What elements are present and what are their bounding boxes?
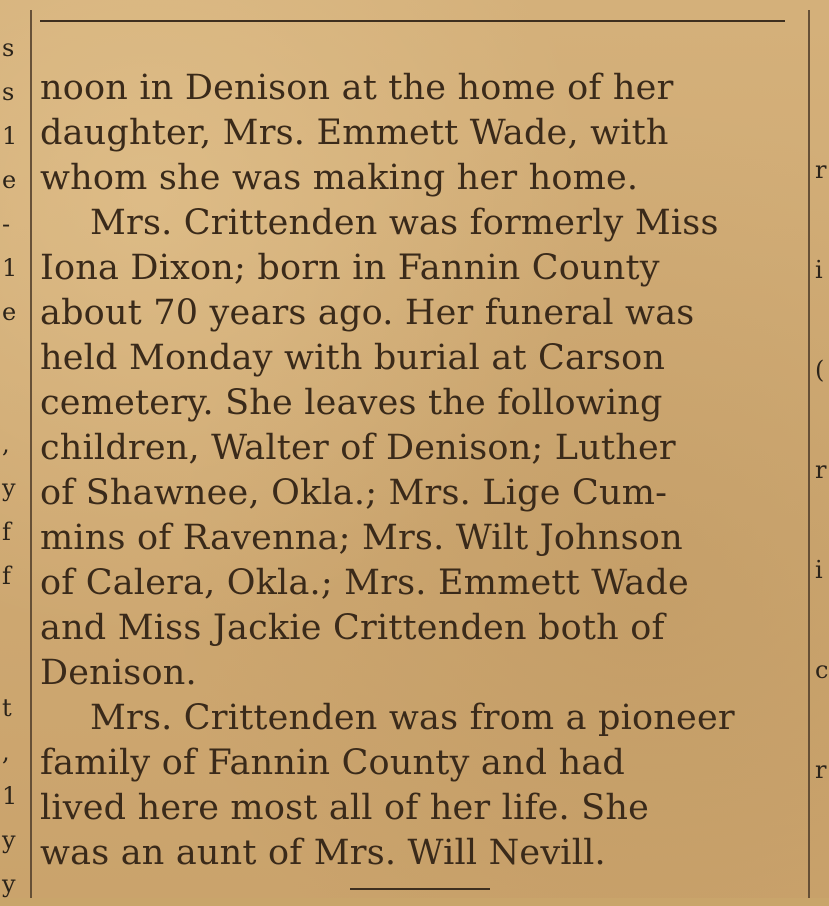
article-line: of Shawnee, Okla.; Mrs. Lige Cum-: [40, 473, 668, 513]
obituary-article-text: [40, 66, 795, 876]
left-fragment: y: [2, 870, 16, 898]
article-line: held Monday with burial at Carson: [40, 338, 666, 378]
left-fragment: 1: [2, 782, 18, 810]
article-line: cemetery. She leaves the following: [40, 383, 663, 423]
left-adjacent-column-fragments: [2, 26, 24, 906]
right-column-rule: [808, 10, 810, 898]
article-line: whom she was making her home.: [40, 158, 639, 198]
top-divider-rule: [40, 20, 785, 22]
left-fragment: f: [2, 518, 11, 546]
right-adjacent-column-fragments: [815, 120, 827, 820]
left-fragment: s: [2, 34, 15, 62]
right-fragment: i: [815, 256, 823, 284]
left-fragment: 1: [2, 254, 18, 282]
left-fragment: e: [2, 298, 17, 326]
article-line: family of Fannin County and had: [40, 743, 626, 783]
right-fragment: (: [815, 356, 825, 384]
article-paragraph-start: Mrs. Crittenden was formerly Miss: [90, 203, 719, 243]
article-line: Iona Dixon; born in Fannin County: [40, 248, 660, 288]
right-fragment: i: [815, 556, 823, 584]
article-line: was an aunt of Mrs. Will Nevill.: [40, 833, 606, 873]
article-line: Denison.: [40, 653, 197, 693]
article-line: mins of Ravenna; Mrs. Wilt Johnson: [40, 518, 683, 558]
article-line: lived here most all of her life. She: [40, 788, 650, 828]
left-fragment: 1: [2, 122, 18, 150]
article-line: daughter, Mrs. Emmett Wade, with: [40, 113, 669, 153]
left-fragment: s: [2, 78, 15, 106]
right-fragment: c: [815, 656, 829, 684]
left-fragment: [2, 642, 24, 686]
left-fragment: f: [2, 562, 11, 590]
right-fragment: r: [815, 456, 827, 484]
right-fragment: r: [815, 156, 827, 184]
article-line: of Calera, Okla.; Mrs. Emmett Wade: [40, 563, 689, 603]
article-line: about 70 years ago. Her funeral was: [40, 293, 695, 333]
article-line: noon in Denison at the home of her: [40, 68, 674, 108]
article-line: children, Walter of Denison; Luther: [40, 428, 676, 468]
left-fragment: t: [2, 694, 12, 722]
right-fragment: r: [815, 756, 827, 784]
article-paragraph-start: Mrs. Crittenden was from a pioneer: [90, 698, 735, 738]
left-fragment: [2, 598, 24, 642]
left-fragment: e: [2, 166, 17, 194]
left-column-rule: [30, 10, 32, 898]
left-fragment: -: [2, 210, 11, 238]
left-fragment: [2, 378, 24, 422]
left-fragment: ,: [2, 430, 10, 458]
bottom-divider-rule: [350, 888, 490, 890]
left-fragment: y: [2, 826, 16, 854]
left-fragment: [2, 334, 24, 378]
left-fragment: ,: [2, 738, 10, 766]
left-fragment: y: [2, 474, 16, 502]
article-line: and Miss Jackie Crittenden both of: [40, 608, 665, 648]
